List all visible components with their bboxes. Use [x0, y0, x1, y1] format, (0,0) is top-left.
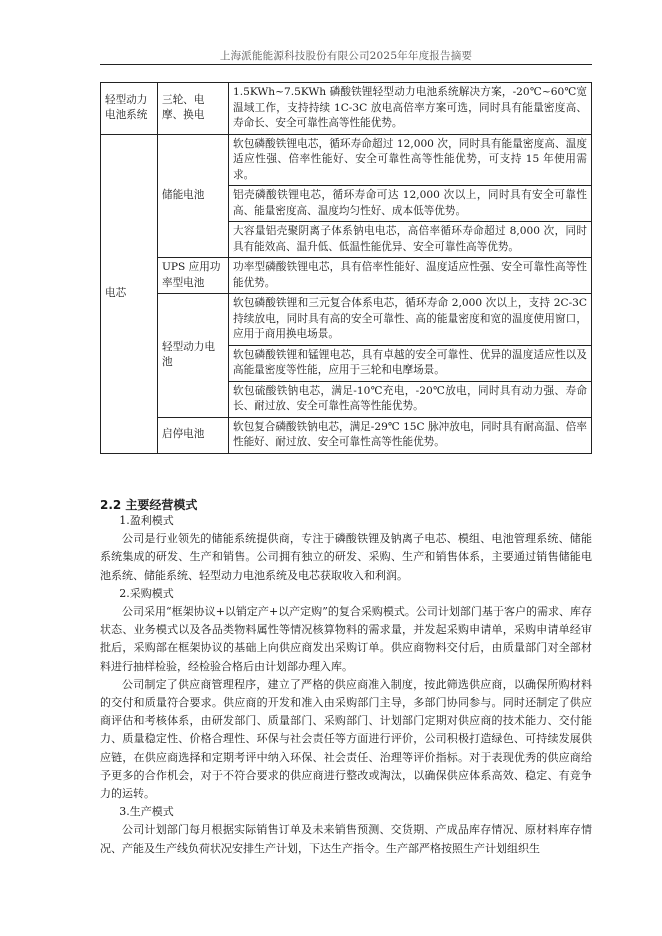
- purchase-model-heading: 2.采购模式: [119, 586, 174, 600]
- product-table: [100, 82, 592, 454]
- profit-model-heading: 1.盈利模式: [119, 514, 174, 527]
- subcategory-start-stop-battery: 启停电池: [158, 417, 229, 453]
- description-light-2: 软包磷酸铁锂和锰锂电芯，具有卓越的安全可靠性、优异的温度适应性以及高能量密度等性能，应用于三轮和电摩场景。: [229, 345, 592, 381]
- description-storage-3: 大容量铝壳聚阴离子体系钠电电芯，高倍率循环寿命超过 8,000 次，同时具有能效高、温升低、低温性能优异、安全可靠性高等优势。: [229, 222, 592, 258]
- subcategory-three-wheeler: 三轮、电摩、换电: [158, 83, 229, 135]
- subcategory-storage-battery: 储能电池: [158, 134, 229, 258]
- profit-model-paragraph: 公司是行业领先的储能系统提供商，专注于磷酸铁锂及钠离子电芯、模组、电池管理系统、储能系统集成的研发、生产和销售。公司拥有独立的研发、采购、生产和销售体系，主要通过销售储能电池系统、储能系统、轻型动力电池系统及电芯获取收入和利润。: [100, 532, 592, 582]
- subcategory-light-power-battery: 轻型动力电池: [158, 294, 229, 418]
- table-row: [101, 83, 592, 135]
- description-storage-1: 软包磷酸铁锂电芯，循环寿命超过 12,000 次，同时具有能量密度高、温度适应性强、倍率性能好、安全可靠性高等性能优势，可支持 15 年使用需求。: [229, 134, 592, 186]
- category-cell: 电芯: [101, 134, 158, 453]
- description-storage-2: 铝壳磷酸铁锂电芯，循环寿命可达 12,000 次以上，同时具有安全可靠性高、能量密度高、温度均匀性好、成本低等优势。: [229, 186, 592, 222]
- production-model-paragraph: 公司计划部门每月根据实际销售订单及未来销售预测、交货期、产成品库存情况、原材料库存情况、产能及生产线负荷状况安排生产计划，下达生产指令。生产部严格按照生产计划组织生: [100, 823, 592, 855]
- table-row: [101, 134, 592, 186]
- category-light-power-system: 轻型动力电池系统: [101, 83, 158, 135]
- production-model-heading: 3.生产模式: [119, 805, 174, 819]
- description-start-stop: 软包复合磷酸铁钠电芯，满足-29℃ 15C 脉冲放电，同时具有耐高温、倍率性能好、耐过放、安全可靠性高等性能优势。: [229, 417, 592, 453]
- section-title: 2.2 主要经营模式: [100, 498, 198, 512]
- purchase-model-paragraph-1: 公司采用“框架协议+以销定产+以产定购”的复合采购模式。公司计划部门基于客户的需求、库存状态、业务模式以及各品类物料属性等情况核算物料的需求量，并发起采购申请单，采购申请单经审批后，采购部在框架协议的基础上向供应商发出采购订单。供应商物料交付后，由质量部门对全部材料进行抽样检验，经检验合格后由计划部办理入库。: [100, 605, 592, 673]
- description-light-power-system: 1.5KWh~7.5KWh 磷酸铁锂轻型动力电池系统解决方案，-20℃~60℃宽温域工作，支持持续 1C-3C 放电高倍率方案可选，同时具有能量密度高、寿命长、安全可靠性高等性能优势。: [229, 83, 592, 135]
- subcategory-ups-battery: UPS 应用功率型电池: [158, 258, 229, 294]
- purchase-model-paragraph-2: 公司制定了供应商管理程序，建立了严格的供应商准入制度，按此筛选供应商，以确保所购材料的交付和质量符合要求。供应商的开发和准入由采购部门主导，多部门协同参与。同时还制定了供应商评估和考核体系，由研发部门、质量部门、采购部门、计划部门定期对供应商的技术能力、交付能力、质量稳定性、价格合理性、环保与社会责任等方面进行评价，公司积极打造绿色、可持续发展供应链，在供应商选择和定期考评中纳入环保、社会责任、治理等评价指标。对于表现优秀的供应商给予更多的合作机会，对于不符合要求的供应商进行整改或淘汰，以确保供应体系高效、稳定、有竞争力的运转。: [100, 677, 592, 801]
- page-header: 上海派能能源科技股份有限公司2025年年度报告摘要: [219, 50, 473, 62]
- section-body: [100, 512, 592, 858]
- header-rule: [100, 64, 592, 65]
- description-light-3: 软包硫酸铁钠电芯，满足-10℃充电，-20℃放电，同时具有动力强、寿命长、耐过放、安全可靠性高等性能优势。: [229, 381, 592, 417]
- table-row: [101, 417, 592, 453]
- table-row: [101, 258, 592, 294]
- description-light-1: 软包磷酸铁锂和三元复合体系电芯，循环寿命 2,000 次以上，支持 2C-3C 持续放电，同时具有高的安全可靠性、高的能量密度和宽的温度使用窗口，应用于商用换电场景。: [229, 294, 592, 346]
- table-row: [101, 294, 592, 346]
- description-ups: 功率型磷酸铁锂电芯，具有倍率性能好、温度适应性强、安全可靠性高等性能优势。: [229, 258, 592, 294]
